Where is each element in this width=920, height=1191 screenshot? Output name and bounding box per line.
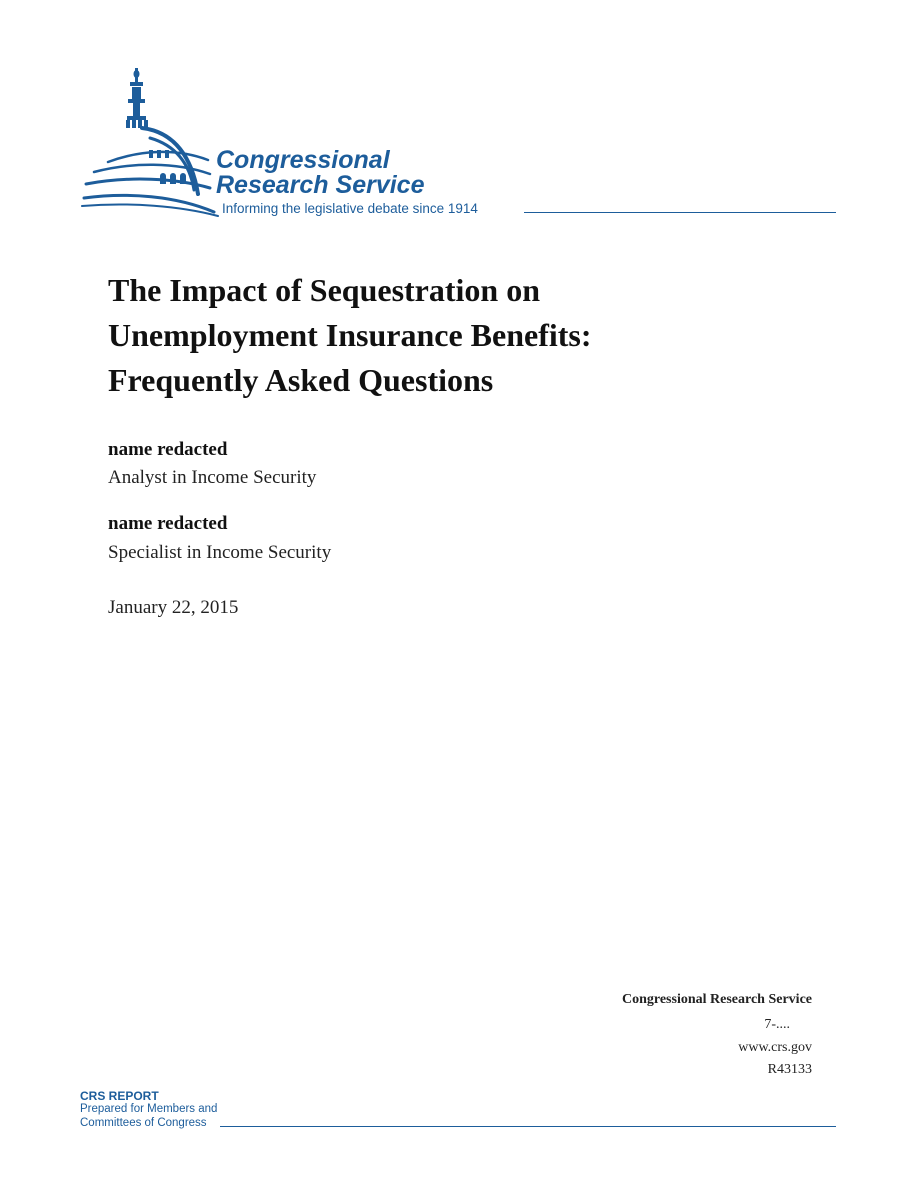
report-date: January 22, 2015 xyxy=(108,597,239,618)
footer-line1: Prepared for Members and xyxy=(80,1103,218,1115)
author-title-2: Specialist in Income Security xyxy=(108,542,332,563)
tagline-divider xyxy=(524,212,836,213)
publisher-phone: 7-.... xyxy=(764,1017,790,1032)
capitol-dome-icon xyxy=(80,66,220,218)
author-name-2: name redacted xyxy=(108,513,228,534)
report-title: The Impact of Sequestration on Unemployment Insurance Benefits: Frequently Asked Questions xyxy=(108,272,592,398)
report-number: R43133 xyxy=(767,1062,812,1077)
org-name-line2: Research Service xyxy=(216,171,425,199)
footer-report-label: CRS REPORT xyxy=(80,1089,159,1103)
author-title-1: Analyst in Income Security xyxy=(108,467,317,488)
author-name-1: name redacted xyxy=(108,439,228,460)
org-name-line1: Congressional xyxy=(216,146,390,174)
footer-divider xyxy=(220,1126,836,1127)
publisher-website[interactable]: www.crs.gov xyxy=(738,1040,812,1055)
publisher-name: Congressional Research Service xyxy=(621,992,812,1007)
footer-line2: Committees of Congress xyxy=(80,1117,207,1129)
tagline: Informing the legislative debate since 1914 xyxy=(222,201,478,216)
